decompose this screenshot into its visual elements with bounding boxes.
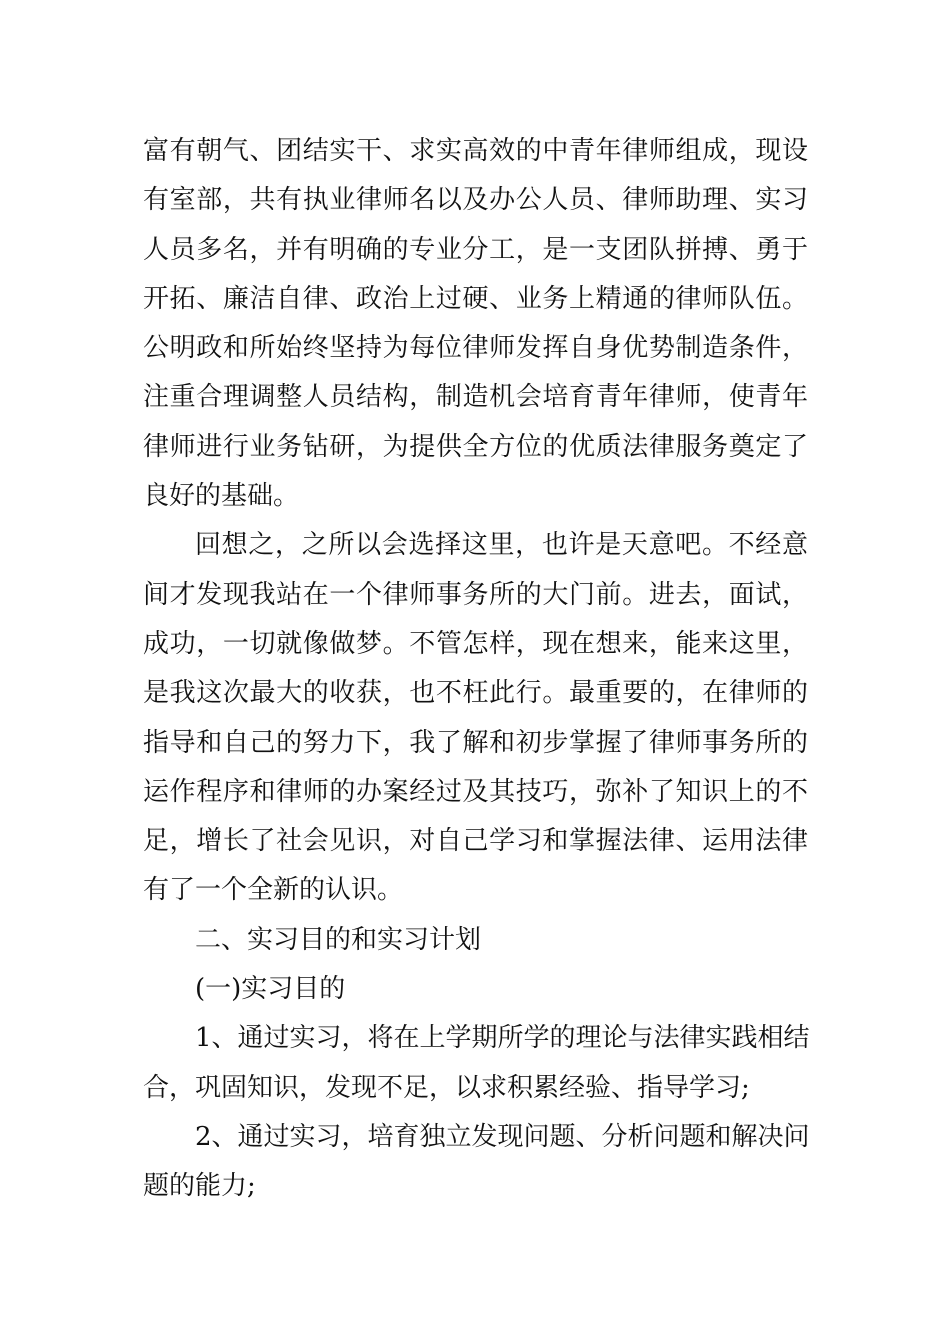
text-line: 2、通过实习，培育独立发现问题、分析问题和解决问 [195,1121,810,1152]
text-line: 运作程序和律师的办案经过及其技巧，弥补了知识上的不 [143,776,808,807]
text-line: 有了一个全新的认识。 [143,875,404,906]
subsection-heading: (一)实习目的 [195,974,346,1005]
paragraph-company-intro [143,127,808,521]
text-line: 开拓、廉洁自律、政治上过硬、业务上精通的律师队伍。 [143,283,808,314]
text-line: 回想之，之所以会选择这里，也许是天意吧。不经意 [195,530,808,561]
section-heading: 二、实习目的和实习计划 [195,924,482,955]
paragraph-reflection [143,521,808,915]
text-line: 题的能力; [143,1171,256,1202]
list-item [143,1014,808,1113]
text-line: 成功，一切就像做梦。不管怎样，现在想来，能来这里， [143,628,808,659]
list-item [143,1113,808,1212]
text-line: 注重合理调整人员结构，制造机会培育青年律师，使青年 [143,382,808,413]
text-line: 人员多名，并有明确的专业分工，是一支团队拼搏、勇于 [143,234,808,265]
text-line: 富有朝气、团结实干、求实高效的中青年律师组成，现设 [143,136,808,166]
text-line: 公明政和所始终坚持为每位律师发挥自身优势制造条件， [143,333,808,364]
text-line: 有室部，共有执业律师名以及办公人员、律师助理、实习 [143,185,808,216]
text-line: 1、通过实习，将在上学期所学的理论与法律实践相结 [195,1023,810,1054]
document-body [143,127,808,1212]
text-line: 间才发现我站在一个律师事务所的大门前。进去，面试， [143,579,808,610]
text-line: 良好的基础。 [143,481,300,512]
text-line: 律师进行业务钻研，为提供全方位的优质法律服务奠定了 [143,431,808,462]
text-line: 合，巩固知识，发现不足，以求积累经验、指导学习; [143,1072,750,1103]
text-line: 指导和自己的努力下，我了解和初步掌握了律师事务所的 [143,727,808,758]
text-line: 是我这次最大的收获，也不枉此行。最重要的，在律师的 [143,678,808,709]
text-line: 足，增长了社会见识，对自己学习和掌握法律、运用法律 [143,826,808,857]
